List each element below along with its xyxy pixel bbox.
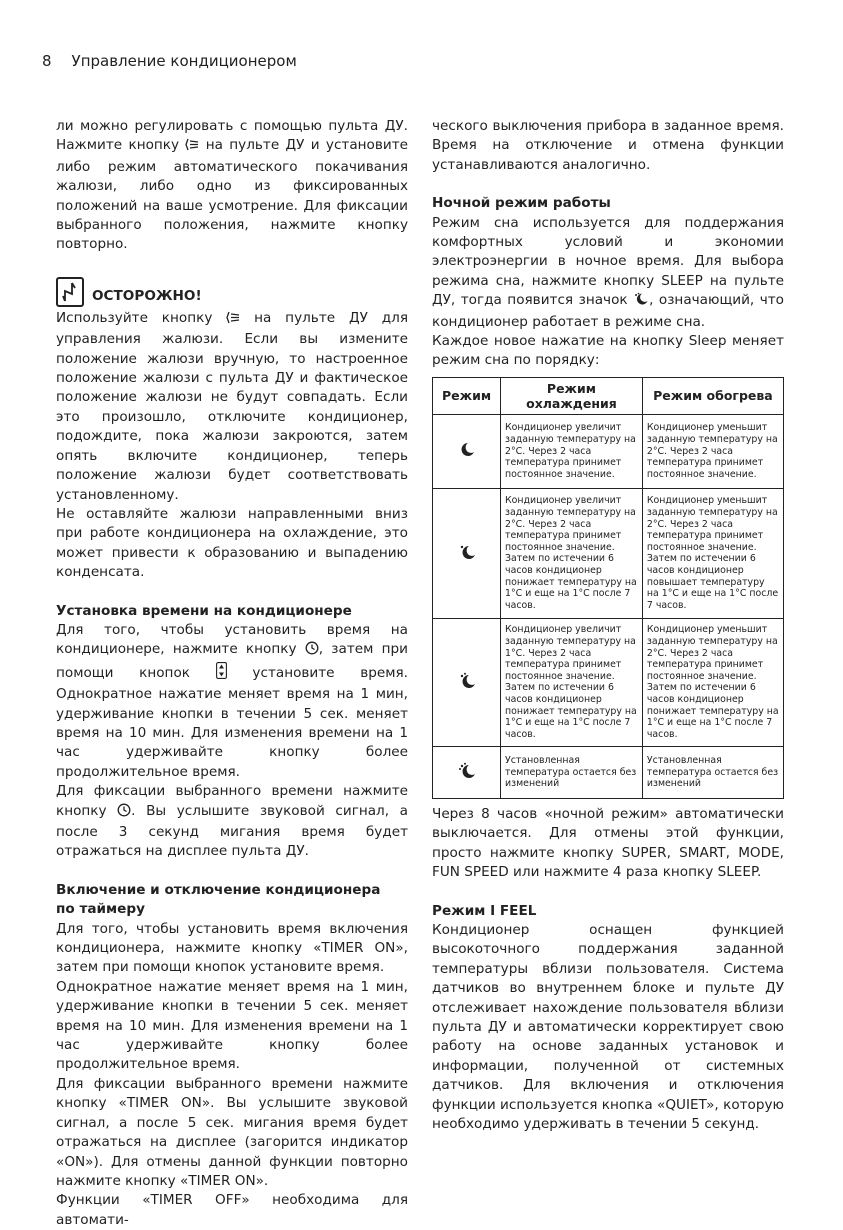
table-row — [433, 618, 784, 746]
sleep-mode-3-icon — [433, 618, 501, 746]
heating-cell: Кондиционер уменьшит заданную температуру на 2°С. Через 2 часа температура принимет постоянное значение. — [642, 414, 783, 488]
table-row — [433, 414, 784, 488]
text-run: на пульте ДУ и установите либо режим автоматического покачивания жалюзи, либо одно из фиксированных положений на ваше усмотрение. Для фиксации выбранного положения, нажмите кнопку повторно. — [56, 137, 409, 253]
warning-icon — [56, 277, 84, 307]
ifeel-heading: Режим I FEEL — [432, 902, 537, 919]
night-mode-heading: Ночной режим работы — [432, 195, 611, 212]
page-title: Управление кондиционером — [71, 52, 297, 70]
warning-paragraph-2: Не оставляйте жалюзи направленными вниз при работе кондиционера на охлаждение, это может привести к образованию и выпадению конденсата. — [56, 505, 408, 581]
text-run: на пульте ДУ для управления жалюзи. Если вы измените положение жалюзи вручную, то настроенное положение жалюзи с пульта ДУ и фактическое положение жалюзи не будут совпадать. Если это произошло, отключите кондиционер, подождите, пока жалюзи закроются, затем опять включите кондиционер, теперь положение жалюзи будет соответствовать установленному. — [56, 309, 408, 503]
heating-cell: Кондиционер уменьшит заданную температуру на 2°С. Через 2 часа температура принимет постоянное значение. Затем по истечении 6 часов кондиционер повышает температуру на 1°С и еще на 1°С после 7 часов. — [642, 488, 783, 618]
column-header-mode: Режим — [433, 377, 501, 414]
text-run: Используйте кнопку — [56, 309, 227, 326]
timer-heading-line-1: Включение и отключение кондиционера — [56, 881, 381, 898]
time-setting-heading: Установка времени на кондиционере — [56, 602, 352, 619]
table-row — [433, 746, 784, 798]
warning-title: ОСТОРОЖНО! — [92, 288, 202, 305]
timer-heading-line-2: по таймеру — [56, 901, 145, 918]
time-setting-paragraph-1 — [56, 621, 408, 782]
page-number: 8 — [42, 52, 52, 70]
cooling-cell: Кондиционер увеличит заданную температуру на 2°С. Через 2 часа температура принимет постоянное значение. Затем по истечении 6 часов кондиционер понижает температуру на 1°С и еще на 1°С после 7 часов. — [501, 488, 643, 618]
cooling-cell: Кондиционер увеличит заданную температуру на 1°С. Через 2 часа температура принимет постоянное значение. Затем по истечении 6 часов кондиционер понижает температуру на 1°С и еще на 1°С после 7 часов. — [501, 618, 643, 746]
text-run: Режим сна используется для поддержания комфортных условий и экономии электроэнергии в ночное время. Для выбора режима сна, нажмите кнопку SLEEP на пульте ДУ, тогда появится значок — [432, 214, 784, 309]
text-run: Для того, чтобы установить время на кондиционере, нажмите кнопку — [56, 621, 408, 658]
time-setting-paragraph-2 — [56, 782, 408, 862]
text-run: . Вы услышите звуковой сигнал, а после 3 секунд мигания время будет отражаться на дисплее пульта ДУ. — [56, 802, 408, 860]
text-run: , означающий, что кондиционер работает в режиме сна. — [432, 292, 784, 330]
clock-icon — [305, 641, 319, 661]
cooling-cell: Кондиционер увеличит заданную температуру на 2°С. Через 2 часа температура принимет постоянное значение. — [501, 414, 643, 488]
night-mode-paragraph-1 — [432, 214, 784, 332]
text-run: ли можно регулировать с помощью пульта ДУ. Нажмите кнопку — [56, 118, 408, 154]
sleep-mode-2-icon — [433, 488, 501, 618]
timer-paragraph-3: Для фиксации выбранного времени нажмите кнопку «TIMER ON». Вы услышите звуковой сигнал, а после 5 сек. мигания время будет отражаться на дисплее (загорится индикатор «ON»). Для отмены данной функции повторно нажмите кнопку «TIMER ON». — [56, 1075, 408, 1189]
column-header-cooling: Режим охлаждения — [501, 377, 643, 414]
column-header-heating: Режим обогрева — [642, 377, 783, 414]
table-row — [433, 488, 784, 618]
night-mode-paragraph-2: Каждое новое нажатие на кнопку Sleep меняет режим сна по порядку: — [432, 333, 784, 369]
sleep-mode-1-icon — [433, 414, 501, 488]
text-run: , затем при помощи кнопок — [56, 641, 408, 681]
after-table-paragraph: Через 8 часов «ночной режим» автоматически выключается. Для отмены этой функции, просто нажмите кнопку SUPER, SMART, MODE, FUN SPEED или нажмите 4 раза кнопку SLEEP. — [432, 805, 784, 881]
up-down-arrows-icon — [216, 662, 227, 685]
timer-paragraph-1: Для того, чтобы установить время включения кондиционера, нажмите кнопку «TIMER ON», затем при помощи кнопок установите время. — [56, 920, 408, 976]
ifeel-paragraph: Кондиционер оснащен функцией высокоточного поддержания заданной температуры вблизи пользователя. Система датчиков во внутреннем блоке и пульте ДУ отслеживает нахождение пользователя вблизи пульта ДУ и автоматически корректирует свою работу на основе заданных установок и информации, полученной от системных датчиков. Для включения и отключения функции используется кнопка «QUIET», которую необходимо удерживать в течении 5 секунд. — [432, 921, 784, 1132]
sleep-mode-4-icon — [433, 746, 501, 798]
timer-off-continuation: ческого выключения прибора в заданное время. Время на отключение и отмена функции устанавливаются аналогично. — [432, 118, 784, 173]
right-column — [432, 117, 784, 1134]
table-header-row — [433, 377, 784, 414]
heating-cell: Установленная температура остается без изменений — [642, 746, 783, 798]
page-header — [42, 52, 297, 70]
swing-button-icon — [226, 311, 240, 330]
timer-paragraph-4: Функции «TIMER OFF» необходима для автомати- — [56, 1192, 408, 1228]
timer-paragraph-2: Однократное нажатие меняет время на 1 мин, удерживание кнопки в течении 5 сек. меняет время на 10 мин. Для изменения времени на 1 час удерживайте кнопку более продолжительное время. — [56, 978, 408, 1073]
text-run: Для фиксации выбранного времени нажмите кнопку — [56, 783, 408, 819]
left-column — [56, 117, 408, 1230]
warning-paragraph-1 — [56, 309, 408, 505]
sleep-icon — [633, 292, 649, 312]
clock-icon — [117, 803, 131, 823]
sleep-mode-table — [432, 377, 784, 799]
louver-paragraph — [56, 117, 408, 255]
text-run: установите время. Однократное нажатие меняет время на 1 мин, удерживание кнопки в течении 5 сек. меняет время на 10 мин. Для изменения времени на 1 час удерживайте кнопку более продолжительное время. — [56, 664, 409, 780]
warning-header — [56, 277, 408, 307]
swing-button-icon — [185, 138, 199, 157]
cooling-cell: Установленная температура остается без изменений — [501, 746, 643, 798]
heating-cell: Кондиционер уменьшит заданную температуру на 2°С. Через 2 часа температура принимет постоянное значение. Затем по истечении 6 часов кондиционер понижает температуру на 1°С и еще на 1°С после 7 часов. — [642, 618, 783, 746]
